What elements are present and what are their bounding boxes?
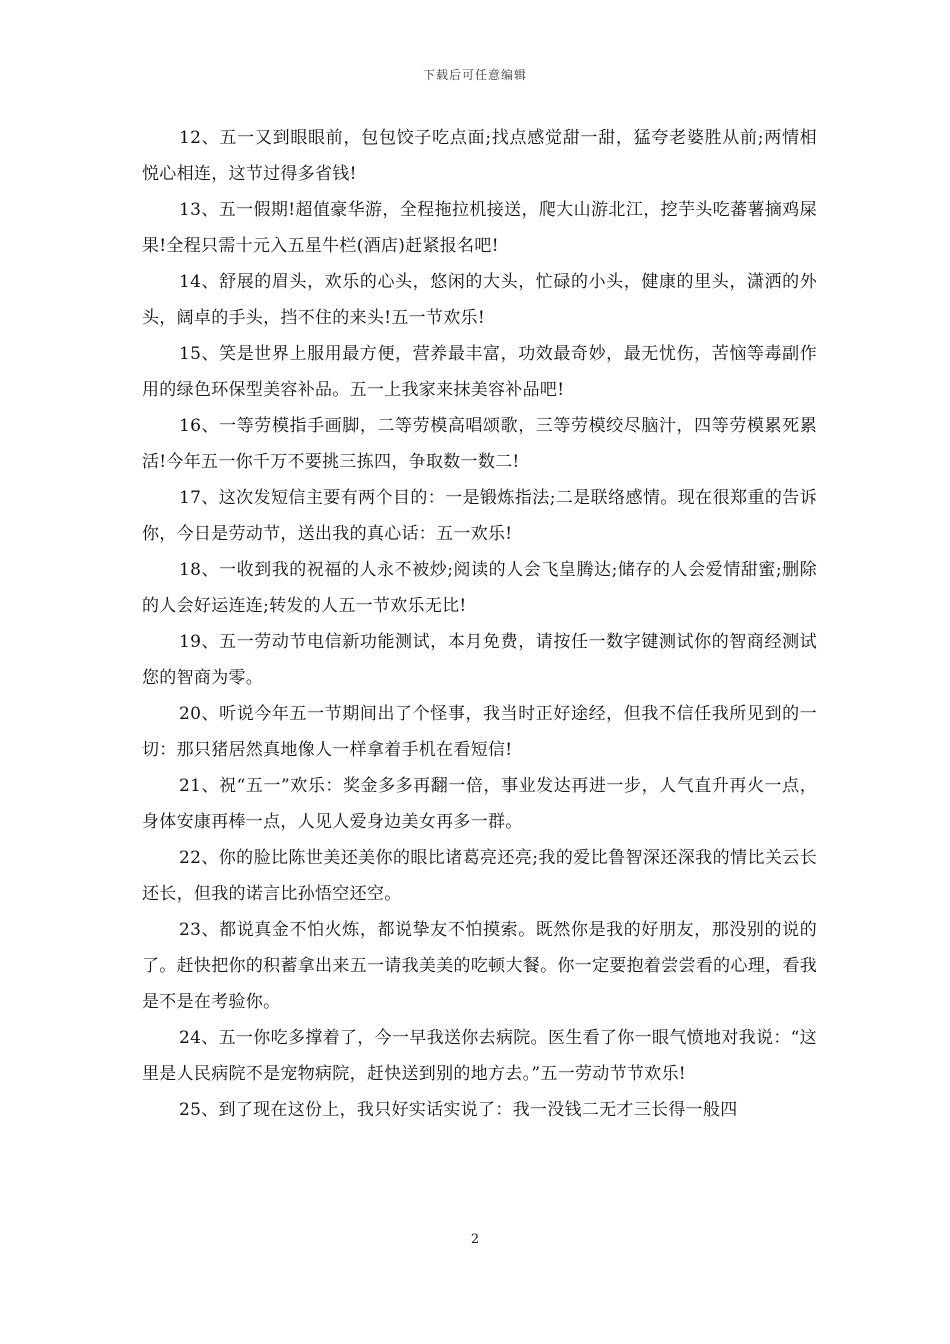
paragraph-12: 12、五一又到眼眼前，包包饺子吃点面;找点感觉甜一甜，猛夸老婆胜从前;两情相悦心相连，这节过得多省钱! <box>142 128 817 184</box>
page-number: 2 <box>470 1232 480 1247</box>
paragraph-16: 16、一等劳模指手画脚，二等劳模高唱颂歌，三等劳模绞尽脑汁，四等劳模累死累活!今年五一你千万不要挑三拣四，争取数一数二! <box>142 416 817 472</box>
paragraph-21: 21、祝“五一”欢乐：奖金多多再翻一倍，事业发达再进一步，人气直升再火一点，身体安康再棒一点，人见人爱身边美女再多一群。 <box>142 776 817 832</box>
page-header: 下载后可任意编辑 <box>422 68 527 82</box>
paragraph-14: 14、舒展的眉头，欢乐的心头，悠闲的大头，忙碌的小头，健康的里头，潇洒的外头，阔卓的手头，挡不住的来头!五一节欢乐! <box>142 272 817 328</box>
paragraph-17: 17、这次发短信主要有两个目的：一是锻炼指法;二是联络感情。现在很郑重的告诉你，今日是劳动节，送出我的真心话：五一欢乐! <box>142 488 817 544</box>
paragraph-15: 15、笑是世界上服用最方便，营养最丰富，功效最奇妙，最无忧伤，苦恼等毒副作用的绿色环保型美容补品。五一上我家来抹美容补品吧! <box>142 344 817 400</box>
paragraph-23: 23、都说真金不怕火炼，都说挚友不怕摸索。既然你是我的好朋友，那没别的说的了。赶快把你的积蓄拿出来五一请我美美的吃顿大餐。你一定要抱着尝尝看的心理，看我是不是在考验你。 <box>142 920 817 1012</box>
document-body <box>142 120 817 1128</box>
paragraph-24: 24、五一你吃多撑着了，今一早我送你去病院。医生看了你一眼气愤地对我说：“这里是人民病院不是宠物病院，赶快送到别的地方去。”五一劳动节节欢乐! <box>142 1028 817 1084</box>
paragraph-25: 25、到了现在这份上，我只好实话实说了：我一没钱二无才三长得一般四 <box>179 1100 738 1120</box>
paragraph-20: 20、听说今年五一节期间出了个怪事，我当时正好途经，但我不信任我所见到的一切：那只猪居然真地像人一样拿着手机在看短信! <box>142 704 817 760</box>
paragraph-19: 19、五一劳动节电信新功能测试，本月免费，请按任一数字键测试你的智商经测试您的智商为零。 <box>142 632 817 688</box>
paragraph-18: 18、一收到我的祝福的人永不被炒;阅读的人会飞皇腾达;储存的人会爱情甜蜜;删除的人会好运连连;转发的人五一节欢乐无比! <box>142 560 817 616</box>
paragraph-22: 22、你的脸比陈世美还美你的眼比诸葛亮还亮;我的爱比鲁智深还深我的情比关云长还长，但我的诺言比孙悟空还空。 <box>142 848 817 904</box>
paragraph-13: 13、五一假期!超值豪华游，全程拖拉机接送，爬大山游北江，挖芋头吃蕃薯摘鸡屎果!全程只需十元入五星牛栏(酒店)赶紧报名吧! <box>142 200 817 256</box>
